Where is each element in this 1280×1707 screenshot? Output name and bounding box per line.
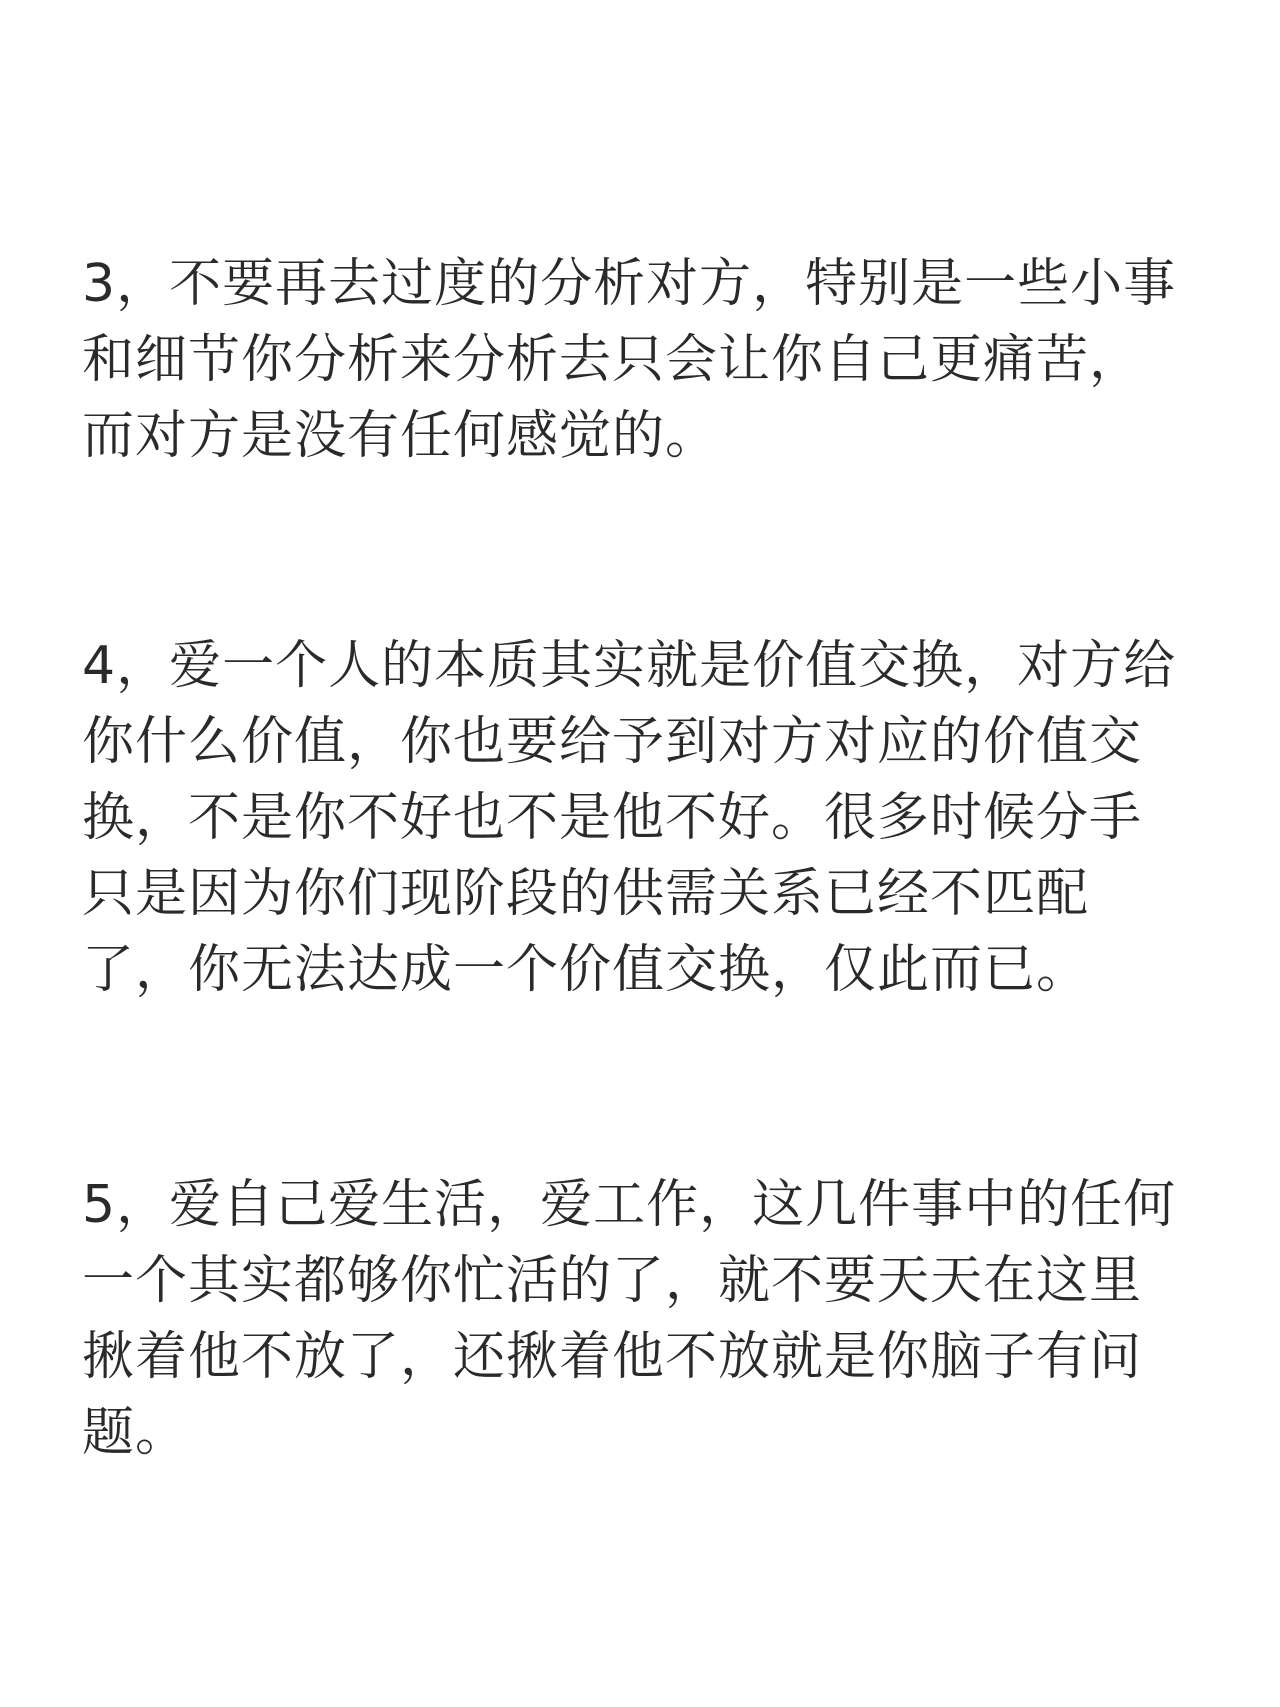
- paragraph-line: 了，你无法达成一个价值交换，仅此而已。: [82, 940, 1090, 1000]
- paragraph-line: 换，不是你不好也不是他不好。很多时候分手: [82, 788, 1143, 848]
- paragraph-line: 一个其实都够你忙活的了，就不要天天在这里: [82, 1251, 1143, 1311]
- paragraph-line: 4，爱一个人的本质其实就是价值交换，对方给: [82, 636, 1177, 696]
- paragraph-line: 题。: [82, 1403, 189, 1463]
- paragraph-3: [82, 246, 1212, 474]
- paragraph-line: 5，爱自己爱生活，爱工作，这几件事中的任何: [82, 1175, 1177, 1235]
- paragraph-line: 和细节你分析来分析去只会让你自己更痛苦，: [82, 330, 1143, 390]
- paragraph-line: 你什么价值，你也要给予到对方对应的价值交: [82, 712, 1143, 772]
- paragraph-5: [82, 1167, 1212, 1471]
- paragraph-line: 3，不要再去过度的分析对方，特别是一些小事: [82, 254, 1177, 314]
- paragraph-4: [82, 628, 1212, 1008]
- paragraph-line: 而对方是没有任何感觉的。: [82, 406, 719, 466]
- paragraph-line: 只是因为你们现阶段的供需关系已经不匹配: [82, 864, 1090, 924]
- paragraph-line: 揪着他不放了，还揪着他不放就是你脑子有问: [82, 1327, 1143, 1387]
